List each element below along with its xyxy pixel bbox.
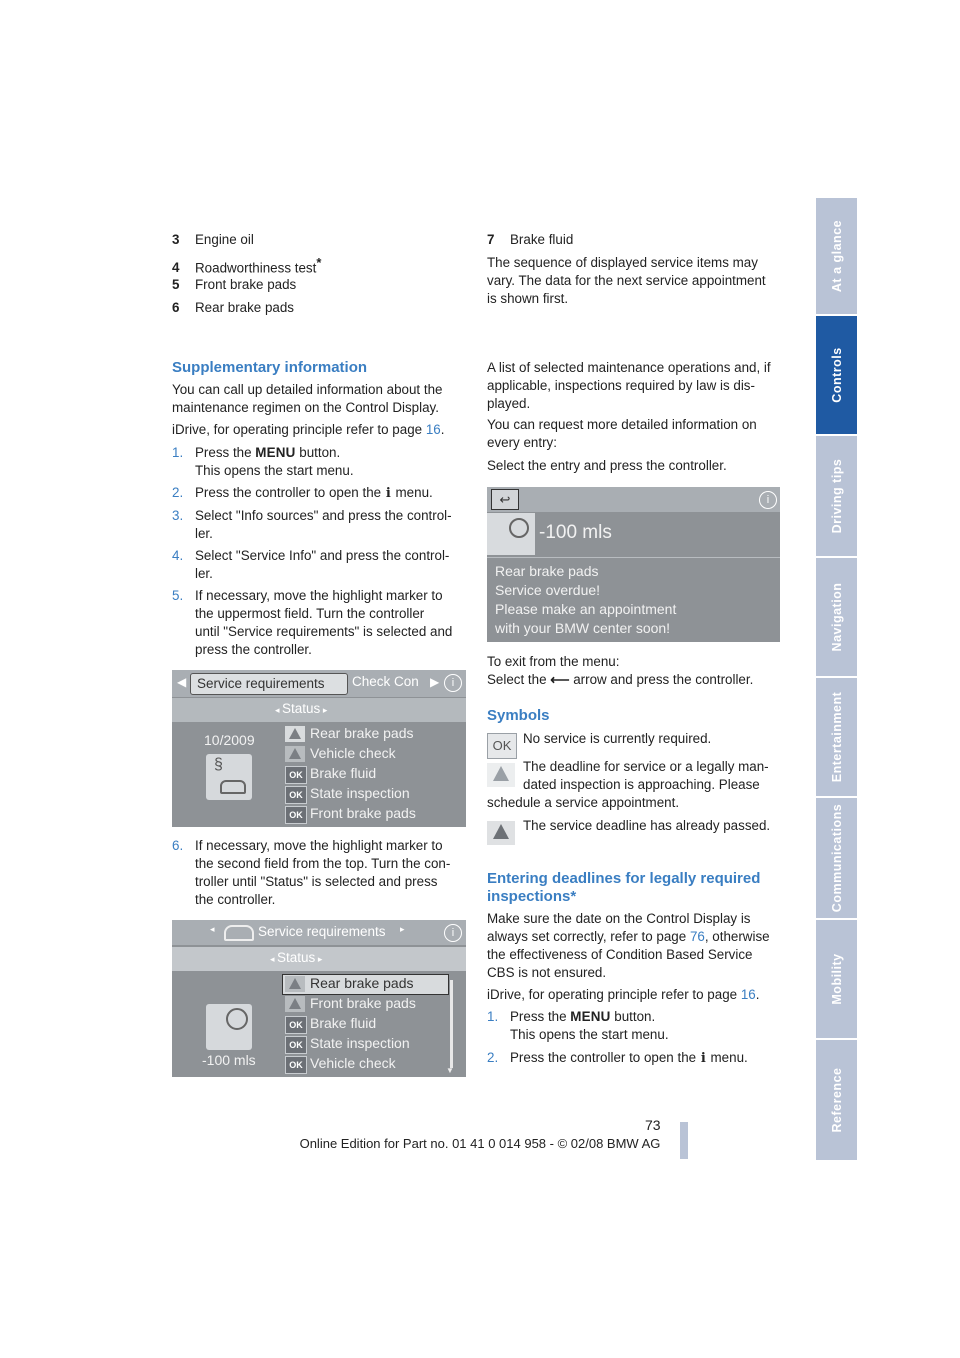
warning-icon: [285, 976, 305, 992]
step-6: 6. If necessary, move the highlight marker to the second field from the top. Turn the con- troller until "Status" is selected and press the controller.: [172, 838, 451, 907]
car-inspection-icon: §: [206, 754, 252, 800]
list-item: 3 Engine oil: [172, 232, 254, 247]
footer-text: Online Edition for Part no. 01 41 0 014 958 - © 02/08 BMW AG: [299, 1136, 661, 1151]
side-tab-mobility[interactable]: [816, 920, 857, 1038]
step-2: 2. Press the controller to open the i menu.: [172, 485, 433, 501]
paragraph: The sequence of displayed service items may vary. The data for the next service appointment is shown first.: [487, 255, 766, 306]
list-item[interactable]: Vehicle check: [310, 745, 396, 761]
detail-line: Please make an appointment: [495, 601, 677, 617]
symbol-description: The service deadline has already passed.: [523, 818, 771, 833]
step-4: 4. Select "Service Info" and press the control- ler.: [172, 548, 450, 581]
info-icon: i: [759, 491, 777, 509]
info-icon: i: [444, 924, 462, 942]
screen-top-bar: [172, 670, 466, 697]
paragraph: iDrive, for operating principle refer to page 16.: [172, 422, 445, 437]
side-tab-label: At a glance: [829, 219, 844, 293]
screen-service-detail: [487, 487, 780, 642]
screen-top-bar: [487, 487, 780, 512]
scrollbar[interactable]: [450, 980, 453, 1068]
side-tab-label: Mobility: [829, 953, 844, 1005]
warning-icon: [285, 726, 305, 742]
ok-icon: OK: [285, 1056, 307, 1074]
ok-icon: OK: [285, 1016, 307, 1034]
brake-pad-icon: [206, 1004, 252, 1050]
list-item[interactable]: Front brake pads: [310, 805, 416, 821]
step-5: 5. If necessary, move the highlight marker to the uppermost field. Turn the controller until "Service requirements" is selected and press the controller.: [172, 588, 453, 657]
side-tab-controls[interactable]: [816, 316, 857, 434]
detail-line: Rear brake pads: [495, 563, 599, 579]
warning-icon: [285, 996, 305, 1012]
screen-service-requirements: [172, 670, 466, 827]
section-heading: Entering deadlines for legally required inspections*: [487, 870, 761, 905]
arrow-right-icon: ▶: [430, 675, 440, 689]
list-item: 7 Brake fluid: [487, 232, 574, 247]
step-3: 3. Select "Info sources" and press the control- ler.: [172, 508, 452, 541]
step-2: 2. Press the controller to open the i menu.: [487, 1050, 748, 1066]
tab-check-control[interactable]: Check Con: [352, 674, 419, 689]
list-item[interactable]: Vehicle check: [310, 1055, 396, 1071]
paragraph: To exit from the menu: Select the ⟵ arrow and press the controller.: [487, 654, 754, 687]
status-label[interactable]: ◂ Status ▸: [275, 701, 328, 716]
side-tab-label: Controls: [829, 347, 844, 403]
paragraph: A list of selected maintenance operations and, if applicable, inspections required by law is dis- played.: [487, 360, 771, 411]
back-arrow-icon[interactable]: ↩: [491, 489, 519, 510]
ok-icon: OK: [285, 806, 307, 824]
info-icon: i: [700, 1051, 706, 1066]
ok-icon: OK: [487, 733, 517, 759]
side-tab-label: Navigation: [829, 582, 844, 652]
side-tab-communications[interactable]: [816, 798, 857, 918]
ok-icon: OK: [285, 1036, 307, 1054]
mileage: -100 mls: [202, 1052, 256, 1068]
car-icon: [224, 925, 254, 941]
paragraph: You can call up detailed information about the maintenance regimen on the Control Display.: [172, 382, 443, 415]
warning-icon: [285, 746, 305, 762]
paragraph: iDrive, for operating principle refer to page 16.: [487, 987, 760, 1002]
service-date: 10/2009: [204, 732, 255, 748]
step-1: 1. Press the MENU button. This opens the start menu.: [487, 1009, 669, 1042]
detail-line: with your BMW center soon!: [495, 620, 671, 636]
section-heading: Supplementary information: [172, 359, 368, 376]
screen-top-bar: ◂ Service requirements ▸ i: [172, 920, 466, 945]
list-item[interactable]: Rear brake pads: [310, 975, 414, 991]
page-link[interactable]: 16: [740, 987, 756, 1002]
side-tab-label: Entertainment: [829, 691, 844, 783]
side-tab-label: Driving tips: [829, 458, 844, 534]
ok-icon: OK: [285, 766, 307, 784]
mileage: -100 mls: [539, 522, 612, 543]
side-tab-at-a-glance[interactable]: [816, 198, 857, 314]
list-item[interactable]: State inspection: [310, 1035, 410, 1051]
tab-service-requirements[interactable]: Service requirements: [190, 673, 348, 695]
list-item: 4 Roadworthiness test*: [172, 255, 322, 276]
ok-icon: OK: [285, 786, 307, 804]
list-item[interactable]: Front brake pads: [310, 995, 416, 1011]
side-tab-label: Communications: [829, 803, 844, 913]
step-1: 1. Press the MENU button. This opens the start menu.: [172, 445, 354, 478]
screen-status-bar: [172, 698, 466, 722]
back-arrow-icon: ⟵: [550, 672, 570, 687]
symbol-description: No service is currently required.: [523, 731, 712, 746]
page-link[interactable]: 76: [689, 929, 705, 944]
side-tab-label: Reference: [829, 1067, 844, 1133]
list-item[interactable]: Rear brake pads: [310, 725, 414, 741]
screen-status: [172, 920, 466, 1077]
info-icon: i: [385, 486, 391, 501]
paragraph: Select the entry and press the controller.: [487, 458, 727, 473]
warning-icon: [487, 821, 515, 845]
page-link[interactable]: 16: [425, 422, 441, 437]
side-tab-driving-tips[interactable]: [816, 436, 857, 556]
list-item[interactable]: Brake fluid: [310, 765, 377, 781]
status-label[interactable]: ◂ Status ▸: [270, 950, 323, 965]
brake-pad-icon: [487, 513, 535, 555]
arrow-left-icon: ◀: [177, 675, 187, 689]
list-item[interactable]: State inspection: [310, 785, 410, 801]
side-tab-entertainment[interactable]: [816, 678, 857, 796]
info-icon: i: [444, 674, 462, 692]
detail-line: Service overdue!: [495, 582, 601, 598]
list-item: 5 Front brake pads: [172, 277, 297, 292]
page-number: 73: [645, 1117, 661, 1133]
scroll-down-icon[interactable]: ▼: [446, 1066, 454, 1075]
side-tab-navigation[interactable]: [816, 558, 857, 676]
paragraph: You can request more detailed information on every entry:: [487, 417, 757, 450]
paragraph: Make sure the date on the Control Display is always set correctly, refer to page 76, otherwise the effectiveness of Condition Based Service CBS is not ensured.: [487, 911, 770, 980]
list-item: 6 Rear brake pads: [172, 300, 294, 315]
section-heading: Symbols: [487, 707, 550, 724]
screen-title: Service requirements: [258, 924, 386, 939]
list-item[interactable]: Brake fluid: [310, 1015, 377, 1031]
screen-status-bar: [172, 947, 466, 971]
symbol-description: The deadline for service or a legally man- dated inspection is approaching. Please schedule a service appointment.: [487, 759, 769, 810]
